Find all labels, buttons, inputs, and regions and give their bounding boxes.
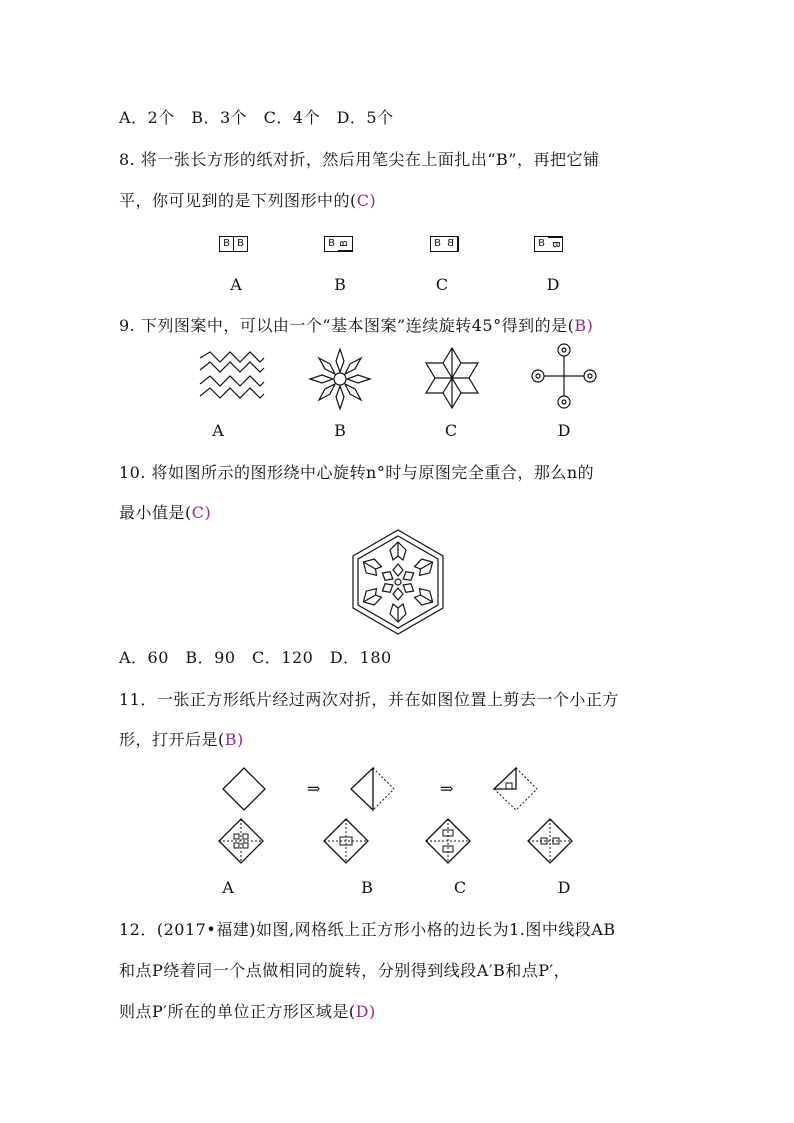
q8-answer: C: [356, 191, 370, 210]
q11-label-a: A: [222, 878, 234, 897]
q12-answer: D: [355, 1002, 369, 1021]
q11-step2-fold: [349, 767, 395, 811]
q9-label-b: B: [334, 421, 346, 440]
q8-c-left-glyph: B: [434, 238, 441, 249]
q8-d-right-glyph: B: [548, 237, 562, 251]
q10-options: A．60 B．90 C．120 D．180: [119, 648, 392, 667]
q9-stem: 9. 下列图案中，可以由一个“基本图案”连续旋转45°得到的是(: [119, 316, 575, 335]
q11-label-d: D: [557, 878, 571, 897]
q11-option-b: [323, 818, 369, 864]
q8-label-c: C: [435, 275, 449, 294]
q9-figure-a-zigzag: [198, 350, 266, 408]
q11-close-paren: ): [237, 730, 244, 749]
q11-text-line2: [119, 730, 244, 750]
q8-d-left-glyph: B: [538, 238, 545, 249]
q11-step3-cut: [492, 767, 538, 811]
q12-text-line2: 和点P绕着同一个点做相同的旋转，分别得到线段A′B和点P′，: [119, 961, 571, 980]
q8-figure-b: [324, 236, 353, 252]
q11-label-c: C: [453, 878, 467, 897]
q11-option-d: [527, 818, 573, 864]
q9-figure-d-flowers: [531, 343, 597, 409]
q11-arrow-2: ⇒: [440, 779, 454, 798]
q7-options: A．2个 B．3个 C．4个 D．5个: [119, 108, 394, 127]
q12-text-line3: [119, 1002, 376, 1022]
q10-answer: C: [191, 503, 205, 522]
q10-close-paren: ): [204, 503, 212, 522]
q9-text: [119, 316, 593, 336]
q10-text-line2: [119, 503, 211, 523]
q11-option-c: [425, 818, 471, 864]
q11-label-b: B: [361, 878, 373, 897]
q9-answer: B: [574, 316, 587, 335]
q8-figure-c: [430, 236, 459, 252]
q8-a-right-glyph: B: [233, 237, 247, 251]
q8-a-left-glyph: B: [223, 238, 230, 249]
q11-option-a: [218, 818, 264, 864]
q8-b-left-glyph: B: [328, 238, 335, 249]
q11-text-line1: 11．一张正方形纸片经过两次对折，并在如图位置上剪去一个小正方: [119, 690, 619, 709]
q9-figure-b-star: [308, 347, 372, 411]
q8-label-d: D: [546, 275, 560, 294]
q10-stem: 最小值是(: [119, 503, 192, 522]
q10-figure-hexagon: [348, 528, 448, 636]
q8-text-line2: [119, 191, 376, 211]
q12-text-line1: 12．(2017•福建)如图,网格纸上正方形小格的边长为1.图中线段AB: [119, 920, 616, 939]
q9-label-d: D: [557, 421, 571, 440]
q8-text-line1: 8. 将一张长方形的纸对折，然后用笔尖在上面扎出“B”，再把它铺: [119, 150, 600, 169]
q8-c-right-glyph: B: [444, 237, 458, 251]
q11-stem: 形，打开后是(: [119, 730, 225, 749]
q9-close-paren: ): [586, 316, 594, 335]
q9-label-a: A: [212, 421, 224, 440]
q12-stem: 则点P′所在的单位正方形区域是(: [119, 1002, 356, 1021]
q11-answer: B: [224, 730, 238, 749]
q11-arrow-1: ⇒: [307, 779, 321, 798]
q8-figure-d: [534, 236, 563, 252]
q12-close-paren: ): [368, 1002, 376, 1021]
q10-text-line1: 10. 将如图所示的图形绕中心旋转n°时与原图完全重合，那么n的: [119, 463, 595, 482]
q8-close-paren: ): [369, 191, 377, 210]
q8-b-right-glyph: B: [338, 237, 352, 251]
q8-text: 平，你可见到的是下列图形中的(: [119, 191, 357, 210]
q11-step1-square: [222, 767, 266, 811]
q9-label-c: C: [444, 421, 458, 440]
q8-figure-a: [219, 236, 248, 252]
q8-label-b: B: [334, 275, 346, 294]
q8-label-a: A: [230, 275, 242, 294]
q9-figure-c-hexstar: [421, 347, 483, 409]
